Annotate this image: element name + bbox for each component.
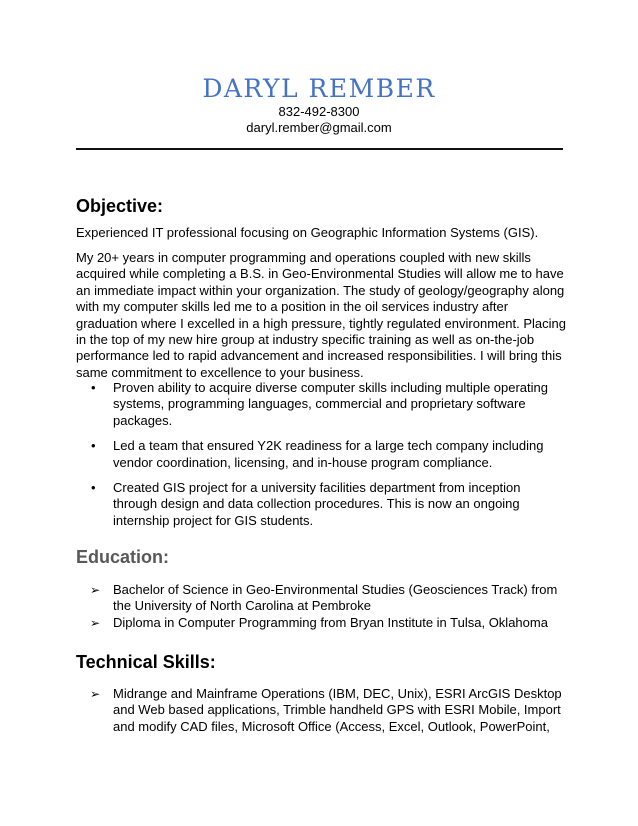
bullet-text: Proven ability to acquire diverse computer skills including multiple operating systems, programming languages, commercial and proprietary software packages. (113, 380, 548, 428)
arrow-icon: ➢ (90, 687, 101, 701)
education-item-text: Diploma in Computer Programming from Bryan Institute in Tulsa, Oklahoma (113, 614, 548, 630)
list-item (90, 438, 562, 471)
bullet-icon: • (91, 480, 96, 496)
header-divider (76, 148, 563, 150)
arrow-icon: ➢ (90, 615, 101, 630)
objective-bullet-list (90, 380, 562, 538)
list-item (90, 582, 562, 615)
bullet-icon: • (91, 438, 96, 454)
technical-skills-heading: Technical Skills: (76, 652, 216, 672)
bullet-icon: • (91, 380, 96, 395)
list-item (90, 686, 562, 735)
education-item-text: Bachelor of Science in Geo-Environmental Studies (Geosciences Track) from the University of North Carolina at Pembroke (113, 582, 558, 614)
education-heading: Education: (76, 547, 169, 567)
objective-summary: My 20+ years in computer programming and operations coupled with new skills acquired while completing a B.S. in Geo-Environmental Studies will allow me to have an immediate impact within your organization. The study of geology/geography along with my computer skills led me to a position in the oil services industry after graduation where I excelled in a high pressure, tightly regulated environment. Placing in the top of my new hire group at industry specific training as well as on-the-job performance led to rapid advancement and increased responsibilities. I will bring this same commitment to excellence to your business. (76, 250, 566, 380)
bullet-text: Led a team that ensured Y2K readiness for a large tech company including vendor coordination, licensing, and in-house program compliance. (113, 438, 544, 470)
applicant-name: DARYL REMBER (202, 74, 436, 103)
skills-item-text: Midrange and Mainframe Operations (IBM, DEC, Unix), ESRI ArcGIS Desktop and Web based applications, Trimble handheld GPS with ESRI Mobile, Import and modify CAD files, Microsoft Office (Access, Excel, Outlook, PowerPoint, (113, 686, 562, 734)
technical-skills-list (90, 686, 562, 735)
arrow-icon: ➢ (90, 583, 101, 597)
education-list (90, 582, 562, 631)
objective-intro: Experienced IT professional focusing on Geographic Information Systems (GIS). (76, 225, 539, 240)
objective-heading: Objective: (76, 196, 164, 216)
phone-number: 832-492-8300 (278, 104, 360, 119)
list-item (90, 480, 562, 529)
list-item (90, 380, 562, 429)
list-item (90, 615, 562, 631)
bullet-text: Created GIS project for a university facilities department from inception through design and data collection procedures. This is now an ongoing internship project for GIS students. (113, 480, 521, 528)
email-address: daryl.rember@gmail.com (246, 120, 392, 135)
